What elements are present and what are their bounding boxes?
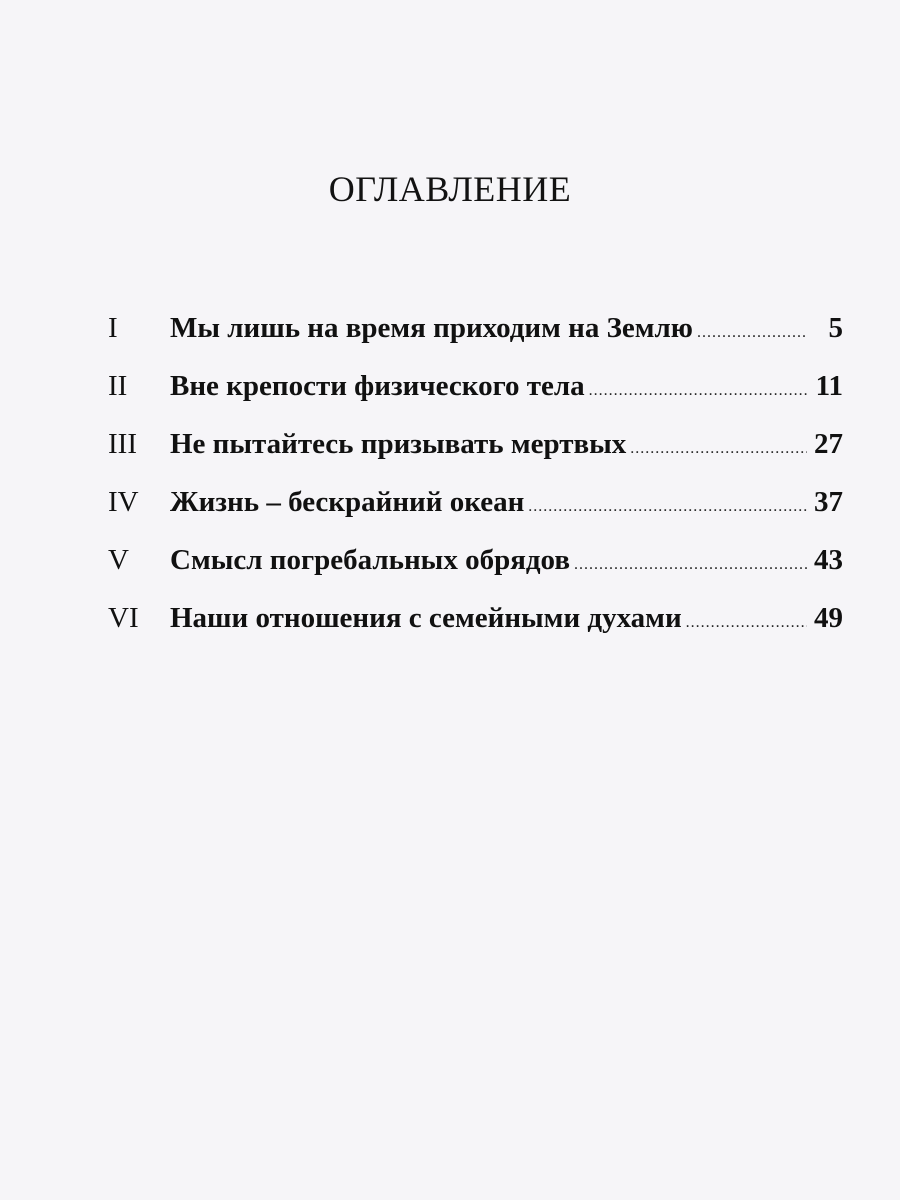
toc-entry-title: Не пытайтесь призывать мертвых — [170, 428, 627, 460]
toc-entry-title: Наши отношения с семейными духами — [170, 602, 682, 634]
toc-entry-number: III — [108, 428, 137, 460]
toc-entry-title: Смысл погребальных обрядов — [170, 544, 570, 576]
toc-entry-page: 27 — [814, 428, 843, 460]
toc-entry — [108, 486, 843, 544]
toc-entry-number: I — [108, 312, 118, 344]
toc-entry-title: Жизнь – бескрайний океан — [170, 486, 525, 518]
toc-entry-number: II — [108, 370, 128, 402]
toc-entry — [108, 312, 843, 370]
toc-entry-number: VI — [108, 602, 139, 634]
table-of-contents — [108, 312, 843, 660]
toc-entry-page: 5 — [828, 312, 843, 344]
toc-entry — [108, 428, 843, 486]
toc-leader-dots — [528, 498, 807, 516]
toc-leader-dots — [589, 382, 807, 400]
toc-entry-title: Вне крепости физического тела — [170, 370, 585, 402]
page-title: ОГЛАВЛЕНИЕ — [328, 169, 572, 209]
toc-entry-number: V — [108, 544, 129, 576]
toc-entry-title: Мы лишь на время приходим на Землю — [170, 312, 693, 344]
toc-entry-number: IV — [108, 486, 139, 518]
toc-entry-page: 43 — [814, 544, 843, 576]
toc-leader-dots — [697, 324, 807, 342]
toc-entry-page: 49 — [814, 602, 843, 634]
toc-entry — [108, 544, 843, 602]
toc-entry — [108, 602, 843, 660]
toc-leader-dots — [630, 440, 807, 458]
toc-entry-page: 11 — [815, 370, 843, 402]
toc-leader-dots — [686, 614, 807, 632]
toc-entry — [108, 370, 843, 428]
toc-leader-dots — [574, 556, 807, 574]
toc-entry-page: 37 — [814, 486, 843, 518]
